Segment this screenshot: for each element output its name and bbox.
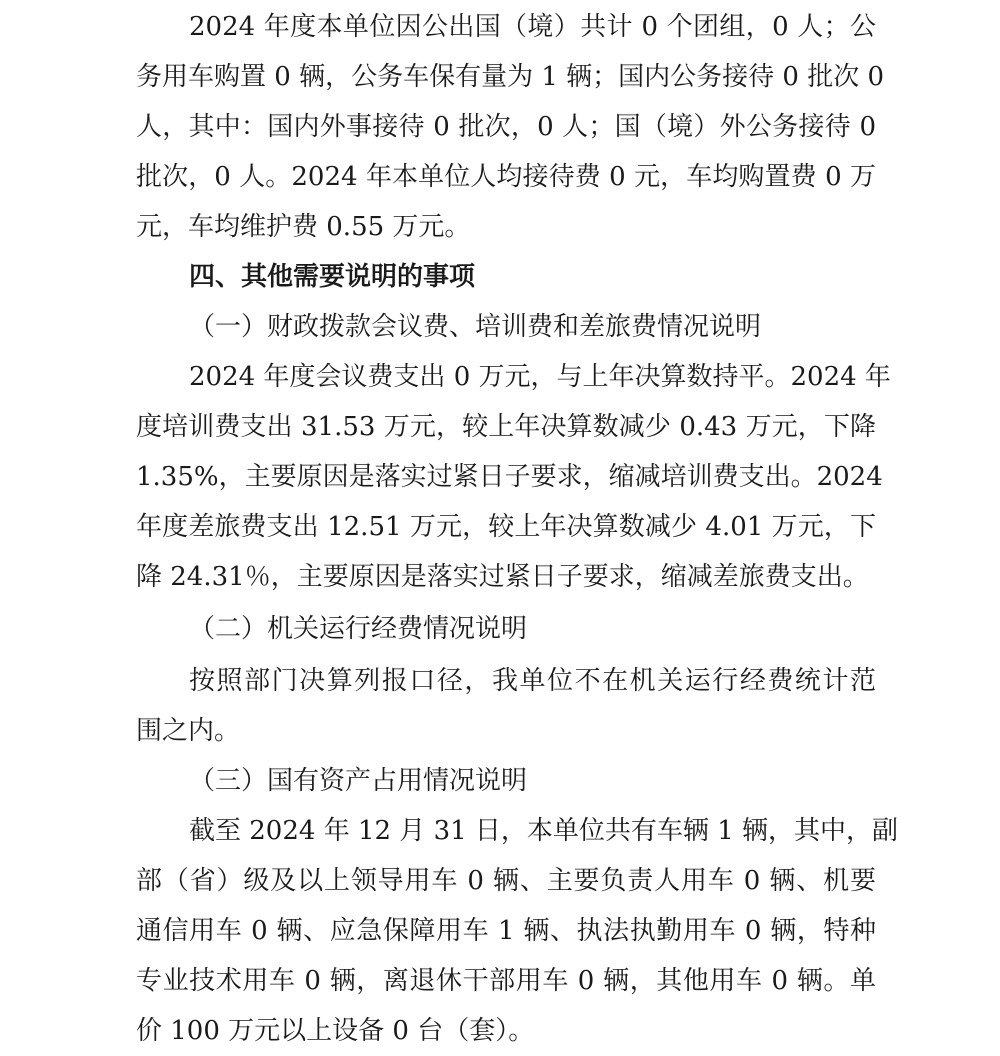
- paragraph-line: 通信用车 0 辆、应急保障用车 1 辆、执法执勤用车 0 辆，特种: [136, 916, 876, 946]
- paragraph-line: 专业技术用车 0 辆，离退休干部用车 0 辆，其他用车 0 辆。单: [136, 966, 876, 996]
- paragraph-line: 围之内。: [136, 716, 241, 746]
- paragraph-line: 部（省）级及以上领导用车 0 辆、主要负责人用车 0 辆、机要: [136, 866, 876, 896]
- paragraph-line: 降 24.31％，主要原因是落实过紧日子要求，缩减差旅费支出。: [136, 562, 869, 592]
- paragraph-line: 批次，0 人。2024 年本单位人均接待费 0 元，车均购置费 0 万: [136, 162, 876, 192]
- paragraph-line: 按照部门决算列报口径，我单位不在机关运行经费统计范: [189, 666, 876, 696]
- paragraph-line: 截至 2024 年 12 月 31 日，本单位共有车辆 1 辆，其中，副: [189, 816, 898, 846]
- paragraph-line: 价 100 万元以上设备 0 台（套）。: [136, 1016, 535, 1046]
- paragraph-line: 元，车均维护费 0.55 万元。: [136, 212, 471, 242]
- section-heading: 四、其他需要说明的事项: [189, 262, 476, 292]
- paragraph-line: 人，其中：国内外事接待 0 批次，0 人；国（境）外公务接待 0: [136, 112, 876, 142]
- paragraph-line: 务用车购置 0 辆，公务车保有量为 1 辆；国内公务接待 0 批次 0: [136, 62, 885, 92]
- paragraph-line: 2024 年度本单位因公出国（境）共计 0 个团组，0 人；公: [189, 12, 876, 42]
- subsection-heading: （一）财政拨款会议费、培训费和差旅费情况说明: [189, 312, 762, 342]
- subsection-heading: （二）机关运行经费情况说明: [189, 614, 528, 644]
- paragraph-line: 1.35%，主要原因是落实过紧日子要求，缩减培训费支出。2024: [136, 462, 883, 492]
- paragraph-line: 度培训费支出 31.53 万元，较上年决算数减少 0.43 万元，下降: [136, 412, 876, 442]
- subsection-heading: （三）国有资产占用情况说明: [189, 766, 528, 796]
- paragraph-line: 2024 年度会议费支出 0 万元，与上年决算数持平。2024 年: [189, 362, 891, 392]
- paragraph-line: 年度差旅费支出 12.51 万元，较上年决算数减少 4.01 万元，下: [136, 512, 876, 542]
